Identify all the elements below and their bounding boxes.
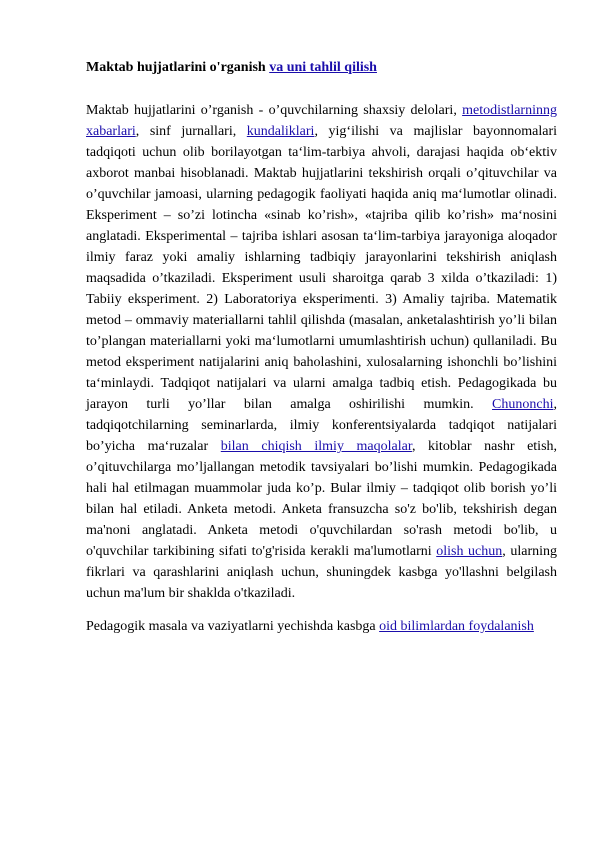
title-link[interactable]: va uni tahlil qilish [269,60,377,75]
body-paragraph-2 [86,616,557,637]
link-kundaliklari[interactable]: kundaliklari [246,124,315,139]
text-segment: , yig‘ilishi va majlislar bayonnomalari tadqiqoti uchun olib borilayotgan ta‘lim-tarbiya ahvoli, darajasi haqida ob‘ektiv axborot manbai hisoblanadi. Maktab hujjatlarini tekshirish orqali o’qituvchilar va o’quvchilar jamoasi, ularning pedagogik faoliyati haqida aniq ma‘lumotlar olinadi. Eksperiment – so’zi lotincha «sinab ko’rish», «tajriba qilib ko’rish» ma‘nosini anglatadi. Eksperimental – tajriba ishlari asosan ta‘lim-tarbiya jarayoniga aloqador ilmiy faraz yoki amaliy ishlarning tadbiqiy jarayonlarini tekshirish aniqlash maqsadida o’tkaziladi. Eksperiment usuli sharoitga qarab 3 xilda o’tkaziladi: 1) Tabiiy eksperiment. 2) Laboratoriya eksperimenti. 3) Amaliy tajriba. Matematik metod – ommaviy materiallarni tahlil qilishda (masalan, anketalashtirish yo’li bilan to’plangan materiallarni yoki ma‘lumotlarni umumlashtirish uchun) qullaniladi. Bu metod eksperiment natijalarini aniq baholashini, xulosalarning ishonchli bo’lishini ta‘minlaydi. Tadqiqot natijalari va ularni amalga tadbiq etish. Pedagogikada bu jarayon turli yo’llar bilan amalga oshirilishi mumkin. [86,124,557,412]
text-segment: , kitoblar nashr etish, o’qituvchilarga mo’ljallangan metodik tavsiyalari bo’lishi mumkin. Pedagogikada hali hal etilmagan muammolar juda ko’p. Bular ilmiy – tadqiqot olib borish yo’li bilan hal etiladi. Anketa metodi. Anketa fransuzcha so'z bo'lib, tekshirish degan ma'noni anglatadi. Anketa metodi o'quvchilardan so'rash metodi bo'lib, u o'quvchilar tarkibining sifati to'g'risida kerakli ma'lumotlarni [86,439,558,559]
document-title [86,58,557,78]
text-segment: , sinf jurnallari, [135,124,247,139]
link-metodistlar[interactable]: metodistlarninng xabarlari [86,103,557,139]
link-olish-uchun[interactable]: olish uchun [436,544,503,559]
link-ilmiy-maqolalar[interactable]: bilan chiqish ilmiy maqolalar [220,439,412,454]
title-text: Maktab hujjatlarini o'rganish [86,60,270,75]
text-segment: Pedagogik masala va vaziyatlarni yechishda kasbga [86,619,380,634]
body-paragraph-1 [86,100,557,604]
link-bilimlardan[interactable]: oid bilimlardan foydalanish [379,619,534,634]
text-segment: , ularning fikrlari va qarashlarini aniqlash uchun, shuningdek kasbga yo'llashni belgilash uchun ma'lum bir shaklda o'tkaziladi. [86,544,557,601]
document-page [86,58,557,637]
text-segment: Maktab hujjatlarini o’rganish - o’quvchilarning shaxsiy delolari, [86,103,463,118]
text-segment: , tadqiqotchilarning seminarlarda, ilmiy konferentsiyalarda tadqiqot natijalari bo’yicha ma‘ruzalar [86,397,557,454]
link-chunonchi[interactable]: Chunonchi [492,397,554,412]
